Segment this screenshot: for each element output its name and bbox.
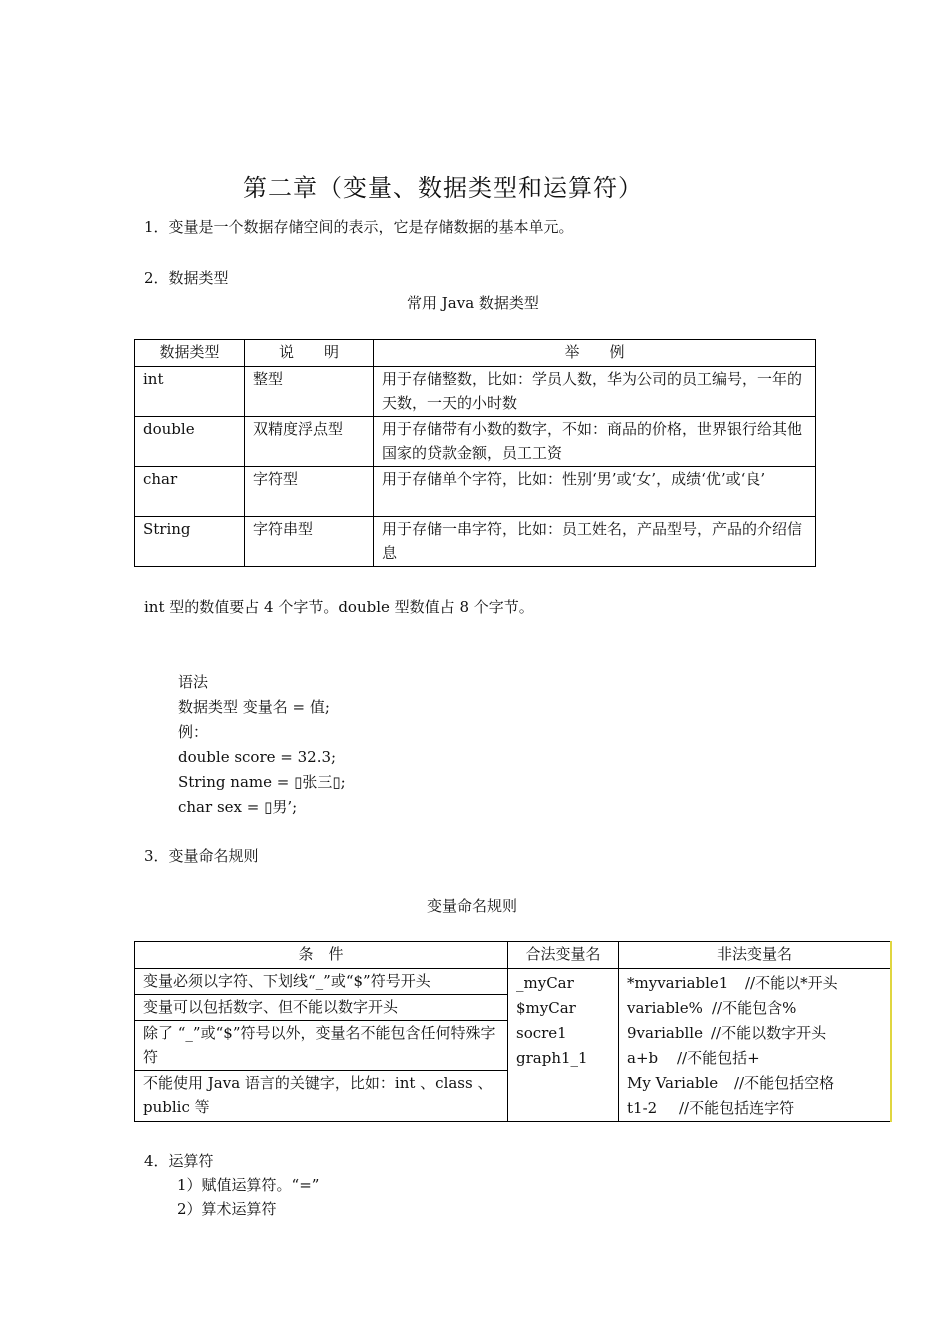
code-line: char sex = ▯男’; (178, 798, 298, 816)
illegal-comment: //不能包括+ (677, 1049, 760, 1067)
illegal-name: 9variablle (627, 1024, 703, 1042)
type-cell: char (135, 467, 245, 517)
illegal-entry (627, 1046, 882, 1071)
syntax-label: 语法 (178, 673, 209, 691)
condition-cell: 不能使用 Java 语言的关键字，比如：int 、class 、public 等 (135, 1071, 508, 1122)
table-header-row (135, 942, 892, 969)
section-2-heading: 2．数据类型 (144, 269, 229, 287)
example-cell: 用于存储整数，比如：学员人数，华为公司的员工编号，一年的天数，一天的小时数 (374, 367, 816, 417)
legal-name: _myCar (516, 974, 574, 992)
illegal-comment: //不能以数字开头 (711, 1024, 827, 1042)
illegal-name: t1-2 (627, 1099, 658, 1117)
illegal-entry (627, 1096, 882, 1121)
code-line: String name = ▯张三▯; (178, 773, 346, 791)
table-row (135, 517, 816, 567)
section-1-text: 1．变量是一个数据存储空间的表示，它是存储数据的基本单元。 (144, 218, 574, 236)
legal-names-cell (508, 969, 619, 1122)
legal-name: graph1_1 (516, 1049, 588, 1067)
illegal-entry (627, 1021, 882, 1046)
illegal-entry (627, 971, 882, 996)
type-cell: int (135, 367, 245, 417)
illegal-names-cell (619, 969, 892, 1122)
table1-caption: 常用 Java 数据类型 (407, 294, 539, 312)
condition-cell: 变量可以包括数字、但不能以数字开头 (135, 994, 508, 1020)
illegal-name: a+b (627, 1049, 659, 1067)
condition-cell: 除了 “_”或“$”符号以外，变量名不能包含任何特殊字符 (135, 1020, 508, 1071)
table2-caption: 变量命名规则 (427, 897, 518, 915)
desc-cell: 字符型 (245, 467, 374, 517)
table-row (135, 969, 892, 995)
desc-cell: 整型 (245, 367, 374, 417)
header-condition: 条 件 (135, 942, 508, 969)
desc-cell: 双精度浮点型 (245, 417, 374, 467)
code-line: double score = 32.3; (178, 748, 337, 766)
header-desc: 说 明 (245, 340, 374, 367)
example-cell: 用于存储单个字符，比如：性别‘男’或‘女’，成绩‘优’或‘良’ (374, 467, 816, 517)
section-4-heading: 4．运算符 (144, 1152, 214, 1170)
illegal-entry (627, 996, 882, 1021)
page-title: 第二章（变量、数据类型和运算符） (243, 174, 643, 202)
operator-item: 2）算术运算符 (177, 1200, 277, 1218)
legal-name: $myCar (516, 999, 576, 1017)
header-legal: 合法变量名 (508, 942, 619, 969)
illegal-name: *myvariable1 (627, 974, 729, 992)
example-label: 例： (178, 723, 209, 741)
table-header-row (135, 340, 816, 367)
naming-rules-table (134, 941, 892, 1122)
type-cell: String (135, 517, 245, 567)
condition-cell: 变量必须以字符、下划线“_”或“$”符号开头 (135, 969, 508, 995)
operator-item: 1）赋值运算符。“=” (177, 1176, 320, 1194)
header-type: 数据类型 (135, 340, 245, 367)
illegal-name: My Variable (627, 1074, 719, 1092)
illegal-comment: //不能包含% (712, 999, 797, 1017)
syntax-form: 数据类型 变量名 = 值; (178, 698, 330, 716)
bytes-note: int 型的数值要占 4 个字节。double 型数值占 8 个字节。 (144, 598, 534, 616)
illegal-comment: //不能以*开头 (745, 974, 838, 992)
table-row (135, 467, 816, 517)
table-row (135, 417, 816, 467)
header-example: 举 例 (374, 340, 816, 367)
example-cell: 用于存储一串字符，比如：员工姓名，产品型号，产品的介绍信息 (374, 517, 816, 567)
example-cell: 用于存储带有小数的数字，不如：商品的价格，世界银行给其他国家的贷款金额，员工工资 (374, 417, 816, 467)
legal-name: socre1 (516, 1024, 567, 1042)
section-3-heading: 3．变量命名规则 (144, 847, 259, 865)
header-illegal: 非法变量名 (619, 942, 892, 969)
illegal-name: variable% (627, 999, 703, 1017)
type-cell: double (135, 417, 245, 467)
illegal-comment: //不能包括连字符 (679, 1099, 795, 1117)
desc-cell: 字符串型 (245, 517, 374, 567)
data-types-table (134, 339, 816, 567)
syntax-block (178, 670, 346, 820)
table-row (135, 367, 816, 417)
illegal-comment: //不能包括空格 (734, 1074, 835, 1092)
illegal-entry (627, 1071, 882, 1096)
